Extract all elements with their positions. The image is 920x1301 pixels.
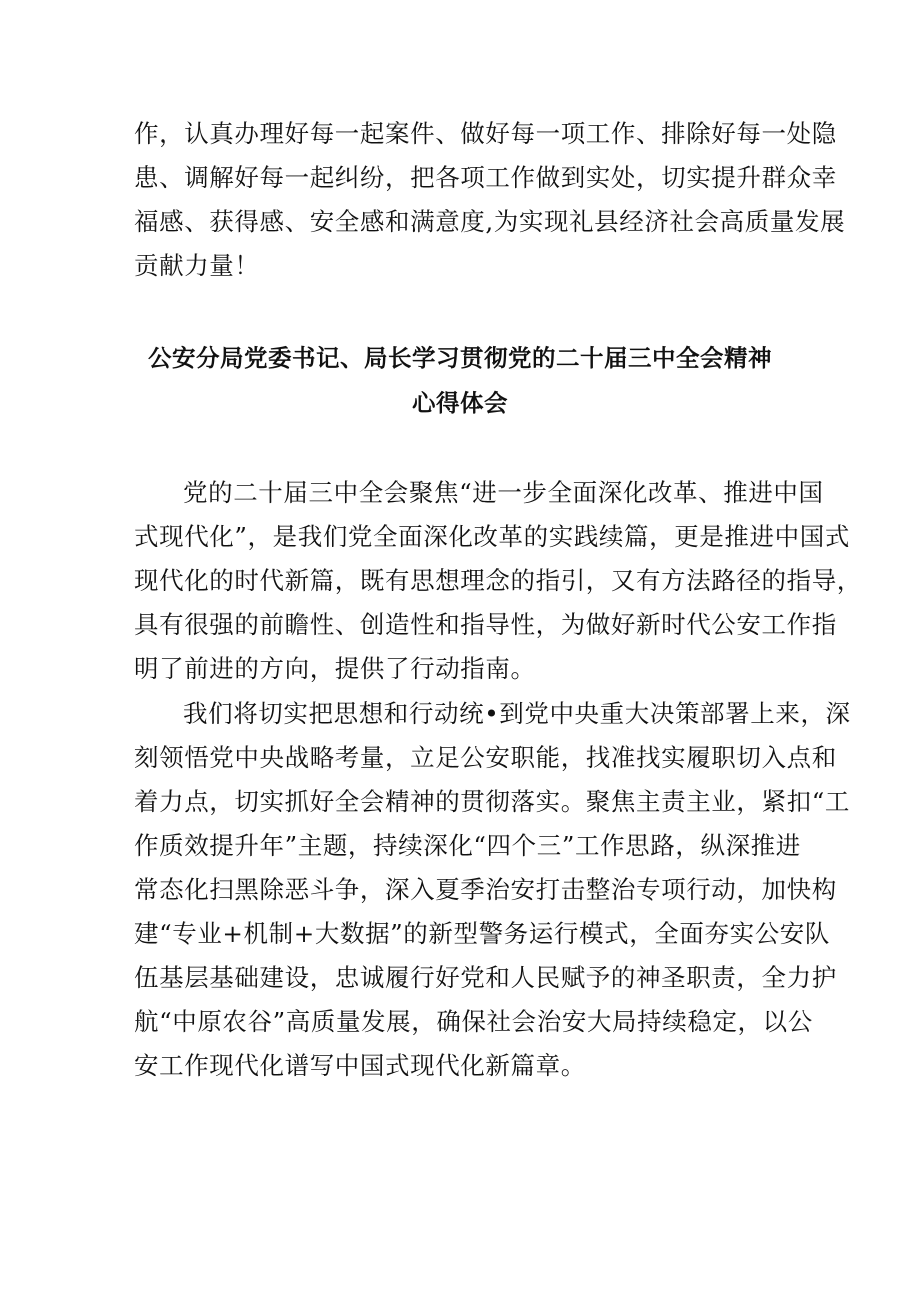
text-line: 常态化扫黑除恶斗争，深入夏季治安打击整治专项行动，加快构 (134, 875, 837, 904)
text-line: 患、调解好每一起纠纷，把各项工作做到实处，切实提升群众幸 (134, 163, 837, 192)
text-line: 明了前进的方向，提供了行动指南。 (134, 654, 536, 683)
text-line: 刻领悟党中央战略考量，立足公安职能，找准找实履职切入点和 (134, 743, 837, 772)
text-line: 着力点，切实抓好全会精神的贯彻落实。聚焦主责主业，紧扣“工 (134, 787, 850, 816)
text-line: 具有很强的前瞻性、创造性和指导性，为做好新时代公安工作指 (134, 610, 837, 639)
text-line: 作，认真办理好每一起案件、做好每一项工作、排除好每一处隐 (134, 119, 837, 148)
text-line: 党的二十届三中全会聚焦“进一步全面深化改革、推进中国 (183, 478, 824, 507)
text-line: 安工作现代化谱写中国式现代化新篇章。 (134, 1051, 586, 1080)
title-line: 公安分局党委书记、局长学习贯彻党的二十届三中全会精神 (148, 344, 772, 372)
text-line: 贡献力量！ (134, 251, 260, 280)
text-line: 伍基层基础建设，忠诚履行好党和人民赋予的神圣职责，全力护 (134, 963, 837, 992)
text-line: 作质效提升年”主题，持续深化“四个三”工作思路，纵深推进 (134, 831, 801, 860)
text-line: 我们将切实把思想和行动统•到党中央重大决策部署上来，深 (183, 699, 851, 728)
text-line: 现代化的时代新篇，既有思想理念的指引，又有方法路径的指导， (134, 566, 862, 595)
text-line: 航“中原农谷”高质量发展，确保社会治安大局持续稳定，以公 (134, 1007, 813, 1036)
text-line: 建“专业+机制+大数据”的新型警务运行模式，全面夯实公安队 (134, 919, 831, 948)
text-line: 福感、获得感、安全感和满意度,为实现礼县经济社会高质量发展 (134, 207, 846, 236)
title-line: 心得体会 (412, 389, 508, 417)
text-line: 式现代化”，是我们党全面深化改革的实践续篇，更是推进中国式 (134, 522, 850, 551)
